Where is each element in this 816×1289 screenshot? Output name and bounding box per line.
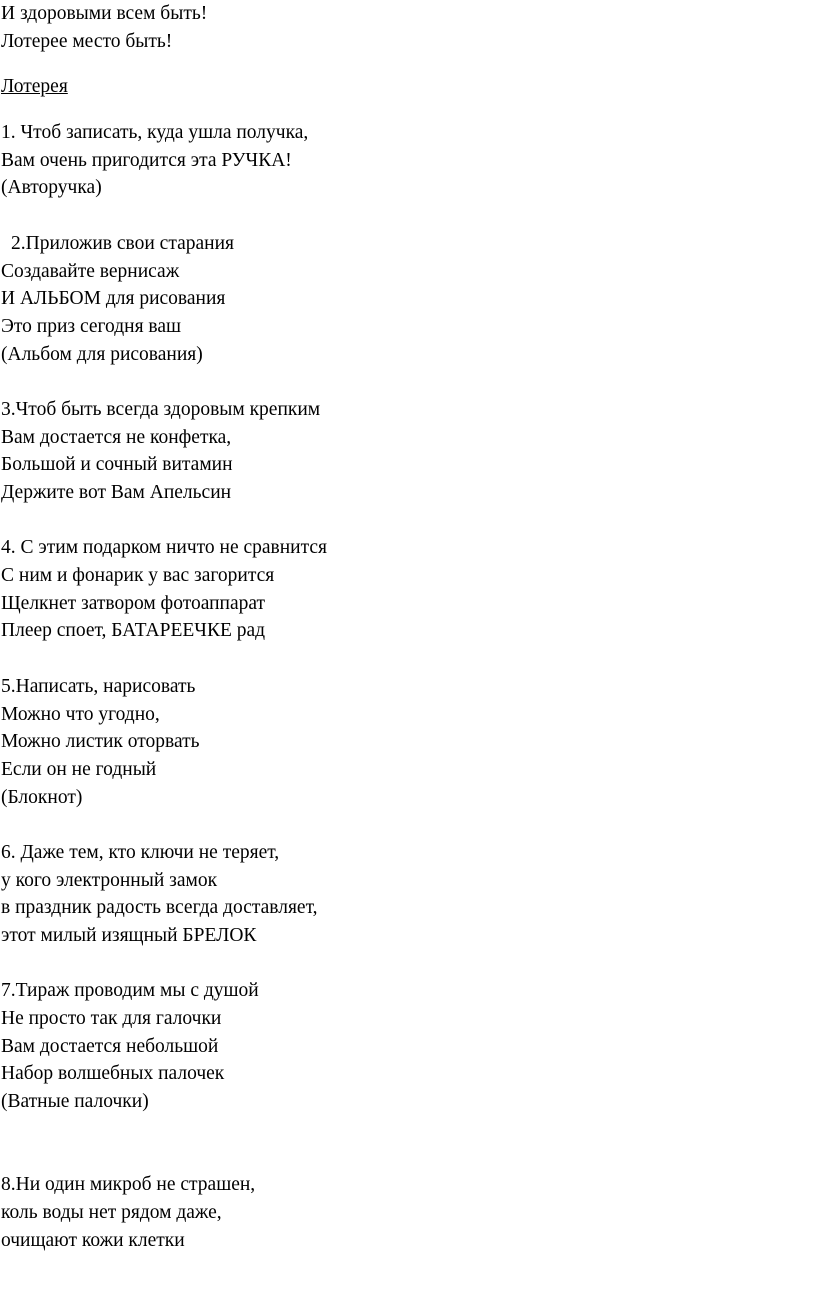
stanza-2-line-2: Создавайте вернисаж [1, 260, 180, 282]
stanza-3-line-2: Вам достается не конфетка, [1, 426, 232, 448]
stanza-4-line-1: 4. С этим подарком ничто не сравнится [1, 537, 328, 559]
stanza-2 [1, 230, 811, 368]
document-page [1, 0, 811, 1254]
stanza-5-line-3: Можно листик оторвать [1, 731, 200, 753]
stanza-5-line-4: Если он не годный [1, 758, 157, 780]
stanza-7 [1, 977, 811, 1115]
stanza-2-line-3: И АЛЬБОМ для рисования [1, 288, 226, 310]
stanza-2-line-4: Это приз сегодня ваш [1, 315, 182, 337]
stanza-4-line-2: С ним и фонарик у вас загорится [1, 565, 275, 587]
intro-line-2: Лотерее место быть! [1, 30, 173, 52]
stanza-2-line-5: (Альбом для рисования) [1, 343, 203, 365]
intro-block [1, 0, 811, 55]
stanza-7-line-5: (Ватные палочки) [1, 1091, 149, 1113]
stanza-5-line-2: Можно что угодно, [1, 703, 160, 725]
stanza-7-line-4: Набор волшебных палочек [1, 1063, 225, 1085]
stanza-6 [1, 839, 811, 950]
stanza-6-line-4: этот милый изящный БРЕЛОК [1, 925, 257, 946]
stanza-3-line-3: Большой и сочный витамин [1, 454, 233, 476]
stanza-7-line-1: 7.Тираж проводим мы с душой [1, 980, 259, 1002]
lottery-heading: Лотерея [1, 76, 68, 98]
stanza-6-line-1: 6. Даже тем, кто ключи не теряет, [1, 841, 280, 863]
stanza-8-line-3: очищают кожи клетки [1, 1229, 185, 1251]
stanza-8-line-2: коль воды нет рядом даже, [1, 1201, 222, 1223]
stanza-4 [1, 534, 811, 645]
intro-line-1: И здоровыми всем быть! [1, 3, 208, 24]
stanza-2-line-1: 2.Приложив свои старания [11, 232, 234, 254]
stanza-1-line-1: 1. Чтоб записать, куда ушла получка, [1, 122, 309, 144]
stanza-3 [1, 396, 811, 507]
stanza-5-line-1: 5.Написать, нарисовать [1, 675, 196, 697]
stanza-8 [1, 1171, 811, 1254]
stanza-3-line-1: 3.Чтоб быть всегда здоровым крепким [1, 398, 321, 420]
stanza-5-line-5: (Блокнот) [1, 786, 83, 808]
stanza-6-line-2: у кого электронный замок [1, 869, 218, 891]
stanza-5 [1, 673, 811, 811]
stanza-1 [1, 119, 811, 202]
stanza-3-line-4: Держите вот Вам Апельсин [1, 482, 232, 503]
stanza-8-line-1: 8.Ни один микроб не страшен, [1, 1174, 256, 1196]
stanza-4-line-4: Плеер споет, БАТАРЕЕЧКЕ рад [1, 620, 266, 642]
stanza-7-line-2: Не просто так для галочки [1, 1008, 222, 1030]
stanza-1-line-3: (Авторучка) [1, 177, 102, 199]
stanza-7-line-3: Вам достается небольшой [1, 1035, 219, 1057]
stanza-4-line-3: Щелкнет затвором фотоаппарат [1, 592, 266, 614]
stanza-6-line-3: в праздник радость всегда доставляет, [1, 897, 318, 919]
stanza-1-line-2: Вам очень пригодится эта РУЧКА! [1, 149, 292, 171]
